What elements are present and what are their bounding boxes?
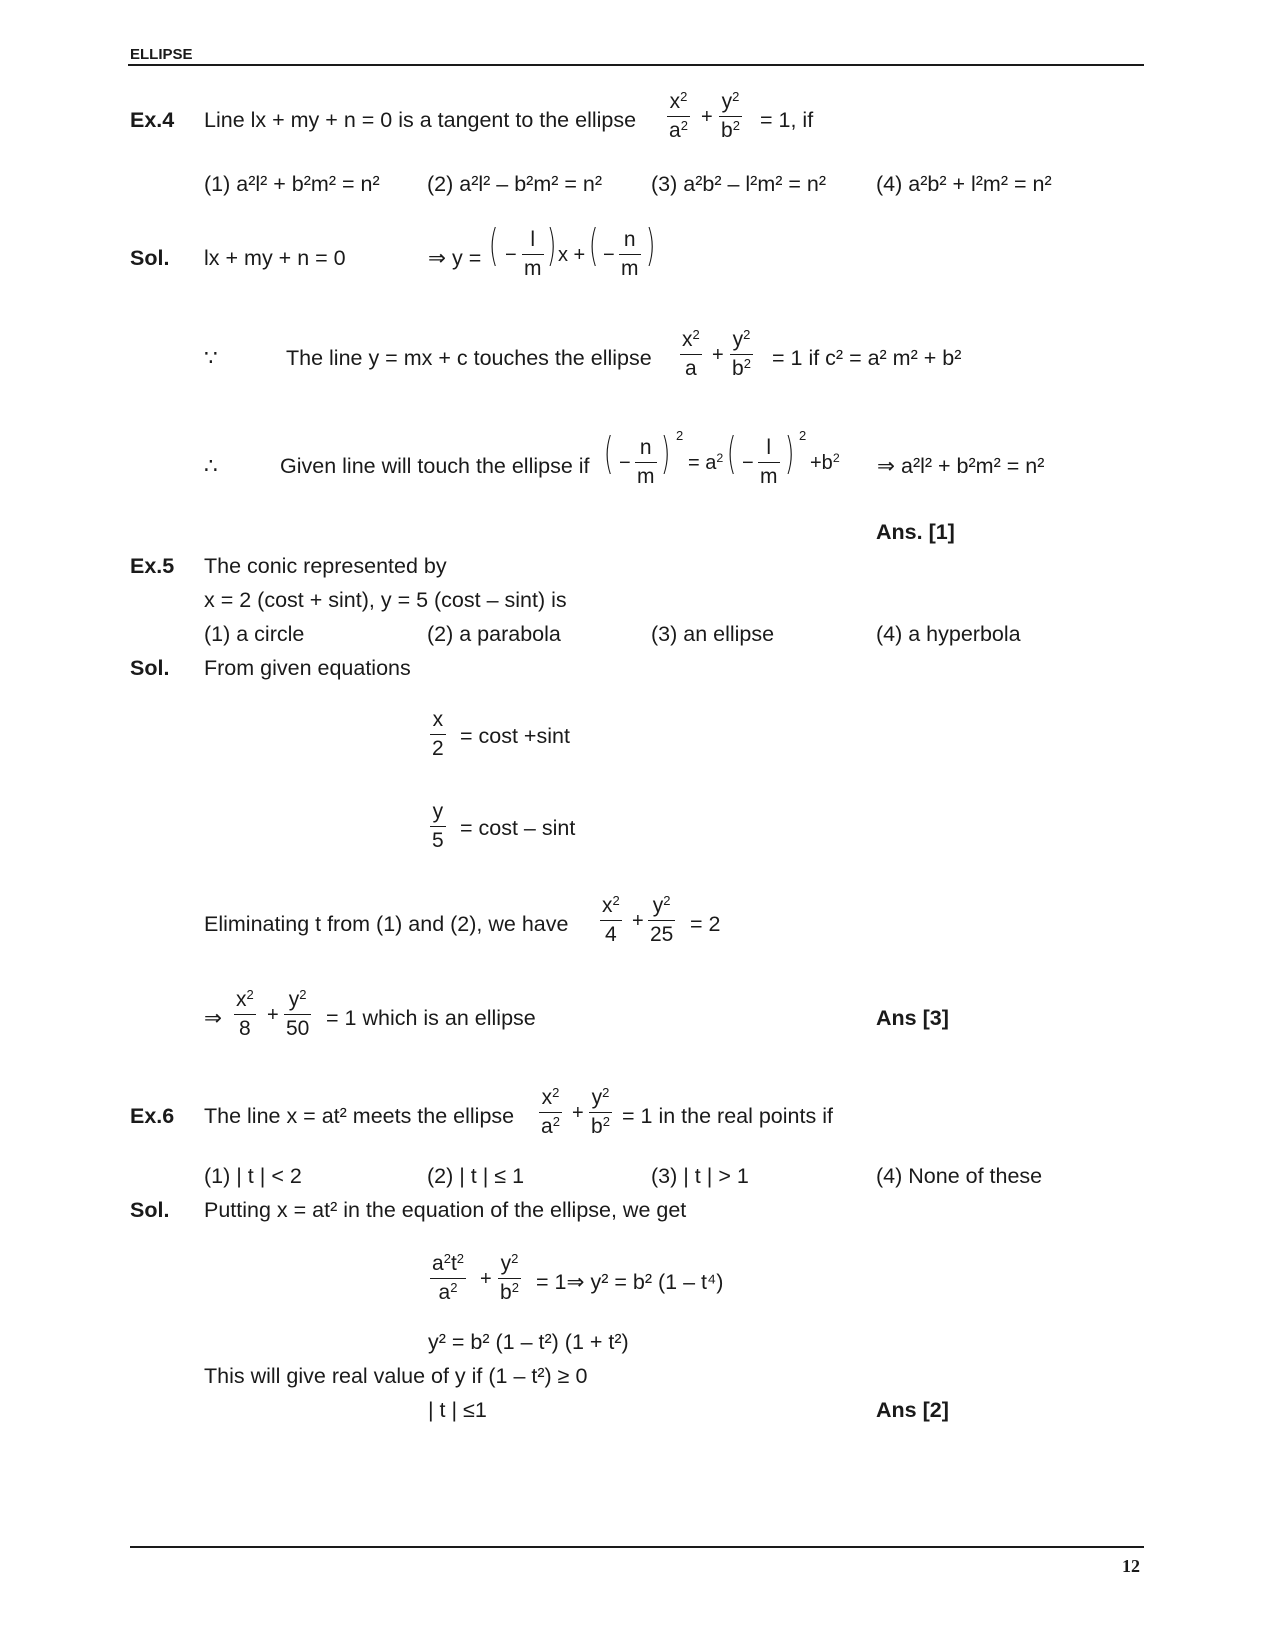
ex6-eq1-rhs: = 1⇒ y² = b² (1 – t⁴)	[536, 1270, 724, 1294]
plus-sign: +	[701, 106, 713, 128]
ex5-question-line2: x = 2 (cost + sint), y = 5 (cost – sint) is	[204, 588, 567, 612]
ex6-question-tail: = 1 in the real points if	[622, 1104, 833, 1128]
ex5-frac-y2-25: $\frac{y^2}{25}$	[650, 892, 674, 946]
paren-right: )	[660, 428, 671, 479]
ex4-frac-y2-b2: $\frac{y^2}{b^2}$	[721, 88, 740, 142]
ex4-option-3: (3) a²b² – l²m² = n²	[651, 172, 827, 196]
ex4-line-text: The line y = mx + c touches the ellipse	[286, 346, 652, 370]
ex6-option-3: (3) | t | > 1	[651, 1164, 749, 1188]
ex5-option-4: (4) a hyperbola	[876, 622, 1021, 646]
ex6-sol-intro: Putting x = at² in the equation of the ellipse, we get	[204, 1198, 687, 1222]
plus-sign: +	[480, 1268, 492, 1290]
paren-right: )	[645, 220, 656, 271]
ex4-sol-label: Sol.	[130, 246, 170, 270]
because-symbol: ∵	[204, 346, 218, 370]
ex6-final: | t | ≤1	[428, 1398, 487, 1422]
ex6-frac-y2-b2: $\frac{y^2}{b^2}$	[591, 1084, 610, 1138]
plus-sign: +	[267, 1004, 279, 1026]
ex5-eq2-rhs: = cost – sint	[460, 816, 576, 840]
footer-rule	[130, 1546, 1144, 1548]
ex5-elim-rhs: = 2	[690, 912, 721, 936]
paren-right: )	[784, 428, 795, 479]
square-exponent: 2	[799, 428, 807, 443]
ex4-frac-l-m-2: $\frac{l}{m}$	[760, 436, 778, 488]
ex6-question: The line x = at² meets the ellipse	[204, 1104, 515, 1128]
ex6-frac-a2t2-a2: $\frac{a^2t^2}{a^2}$	[432, 1250, 465, 1304]
ex6-label: Ex.6	[130, 1104, 175, 1128]
ex5-final-rhs: = 1 which is an ellipse	[326, 1006, 536, 1030]
ex4-implies-y: ⇒ y =	[428, 246, 482, 270]
ex6-answer: Ans [2]	[876, 1398, 949, 1422]
ex6-option-2: (2) | t | ≤ 1	[427, 1164, 525, 1188]
ex5-option-2: (2) a parabola	[427, 622, 561, 646]
header-title: ELLIPSE	[130, 46, 193, 63]
equals-a2: = $a^2$	[688, 451, 724, 474]
ex6-real-text: This will give real value of y if (1 – t²) ≥ 0	[204, 1364, 588, 1388]
ex4-line-tail: = 1 if c² = a² m² + b²	[772, 346, 962, 370]
implies-symbol: ⇒	[204, 1006, 223, 1030]
square-exponent: 2	[676, 428, 684, 443]
ex6-eq2: y² = b² (1 – t²) (1 + t²)	[428, 1330, 629, 1354]
minus-sign: −	[603, 244, 615, 266]
ex6-option-4: (4) None of these	[876, 1164, 1043, 1188]
plus-sign: +	[712, 344, 724, 366]
ex4-frac-n-m: $\frac{n}{m}$	[621, 228, 639, 280]
plus-sign: +	[572, 1102, 584, 1124]
minus-sign: −	[619, 452, 631, 474]
ex5-elim-text: Eliminating t from (1) and (2), we have	[204, 912, 569, 936]
ex4-answer: Ans. [1]	[876, 520, 955, 544]
paren-left: (	[726, 428, 737, 479]
ex4-question-tail: = 1, if	[760, 108, 814, 132]
ex4-option-4: (4) a²b² + l²m² = n²	[876, 172, 1052, 196]
ex4-frac-n-m-2: $\frac{n}{m}$	[637, 436, 655, 488]
plus-sign: +	[632, 910, 644, 932]
ex5-sol-label: Sol.	[130, 656, 170, 680]
ex6-frac-x2-a2: $\frac{x^2}{a^2}$	[541, 1084, 560, 1138]
ex5-option-3: (3) an ellipse	[651, 622, 775, 646]
x-plus: x +	[558, 244, 586, 266]
ex5-option-1: (1) a circle	[204, 622, 305, 646]
ex4-option-1: (1) a²l² + b²m² = n²	[204, 172, 380, 196]
ex5-frac-y-5: $\frac{y}{5}$	[432, 800, 444, 852]
minus-sign: −	[742, 452, 754, 474]
ex4-given-text: Given line will touch the ellipse if	[280, 454, 590, 478]
ex4-result: ⇒ a²l² + b²m² = n²	[877, 454, 1045, 478]
ex6-option-1: (1) | t | < 2	[204, 1164, 302, 1188]
paren-right: )	[546, 220, 557, 271]
header-rule	[128, 64, 1144, 66]
ex4-option-2: (2) a²l² – b²m² = n²	[427, 172, 603, 196]
ex5-answer: Ans [3]	[876, 1006, 949, 1030]
paren-left: (	[488, 220, 499, 271]
ex6-sol-label: Sol.	[130, 1198, 170, 1222]
ex6-frac-y2-b2-second: $\frac{y^2}{b^2}$	[500, 1250, 519, 1304]
ex5-frac-x2-8: $\frac{x^2}{8}$	[236, 986, 254, 1040]
plus-b2: $+b^2$	[810, 451, 840, 474]
ex5-eq1-rhs: = cost +sint	[460, 724, 570, 748]
ex4-label: Ex.4	[130, 108, 175, 132]
ex4-frac-x2-a2: $\frac{x^2}{a^2}$	[669, 88, 688, 142]
ex5-label: Ex.5	[130, 554, 175, 578]
ex4-frac-l-m: $\frac{l}{m}$	[524, 228, 542, 280]
ex4-question: Line lx + my + n = 0 is a tangent to the ellipse	[204, 108, 637, 132]
ex5-frac-x2-4: $\frac{x^2}{4}$	[602, 892, 620, 946]
ex5-question-line1: The conic represented by	[204, 554, 447, 578]
ex4-frac-x2-a: $\frac{x^2}{a}$	[682, 326, 700, 380]
paren-left: (	[588, 220, 599, 271]
page-number: 12	[1122, 1556, 1140, 1576]
therefore-symbol: ∴	[204, 454, 218, 478]
ex4-frac-y2-b2-second: $\frac{y^2}{b^2}$	[732, 326, 751, 380]
ex5-sol-intro: From given equations	[204, 656, 411, 680]
paren-left: (	[603, 428, 614, 479]
ex5-frac-x-2: $\frac{x}{2}$	[432, 708, 444, 760]
minus-sign: −	[505, 244, 517, 266]
ex4-sol-eq: lx + my + n = 0	[204, 246, 346, 270]
ex5-frac-y2-50: $\frac{y^2}{50}$	[286, 986, 310, 1040]
